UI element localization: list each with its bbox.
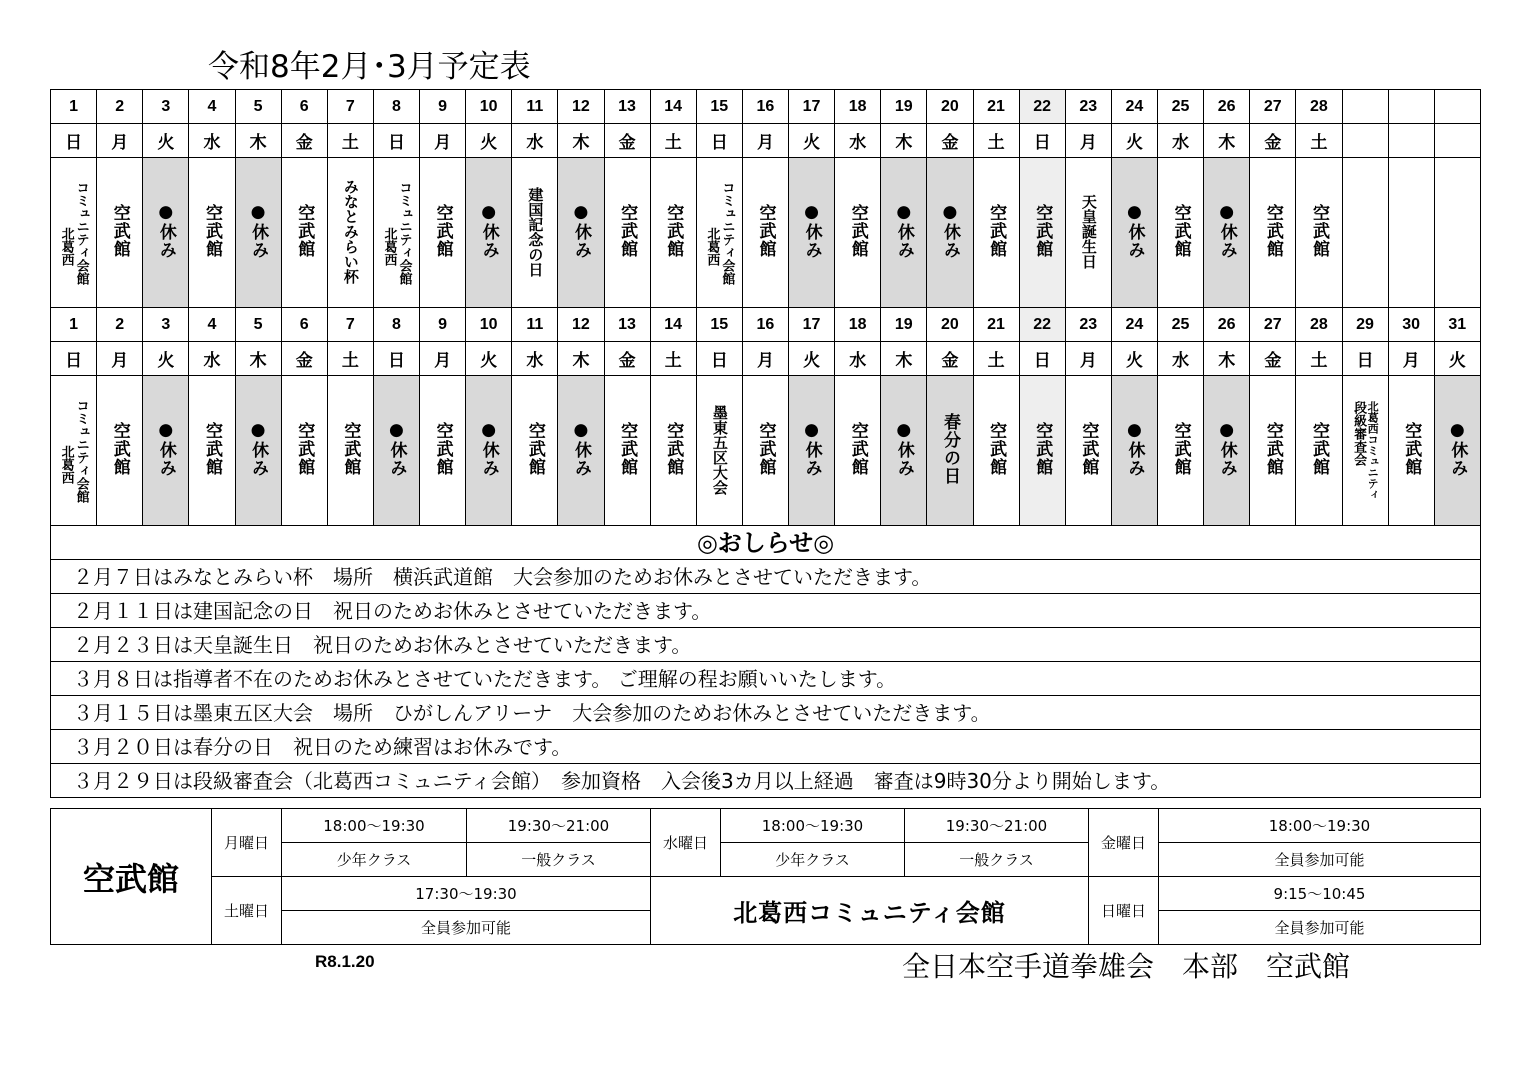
event-cell [604, 158, 650, 308]
weekday-cell: 月 [1388, 342, 1434, 376]
event-cell [97, 376, 143, 526]
event-cell [835, 376, 881, 526]
date-cell: 8 [373, 308, 419, 342]
event-cell [1342, 158, 1388, 308]
event-text: 北葛西 [58, 444, 74, 484]
weekday-cell: 月 [1065, 342, 1111, 376]
event-text: 空武館 [1262, 421, 1283, 476]
weekday-cell: 火 [143, 124, 189, 158]
event-text: ●休み [155, 420, 176, 477]
date-cell: 22 [1019, 308, 1065, 342]
date-cell: 2 [97, 308, 143, 342]
date-cell: 27 [1250, 308, 1296, 342]
weekday-cell: 金 [1250, 342, 1296, 376]
weekday-cell: 木 [881, 124, 927, 158]
event-cell [1388, 376, 1434, 526]
date-cell: 5 [235, 90, 281, 124]
date-cell: 30 [1388, 308, 1434, 342]
monday-time-2: 19:30～21:00 [467, 809, 651, 843]
notice-line: ３月８日は指導者不在のためお休みとさせていただきます。 ご理解の程お願いいたします。 [51, 662, 1481, 696]
date-cell: 28 [1296, 90, 1342, 124]
event-cell [742, 158, 788, 308]
saturday-label: 土曜日 [212, 877, 282, 945]
event-cell [1019, 158, 1065, 308]
weekday-cell: 土 [1296, 342, 1342, 376]
notice-line: ２月１１日は建国記念の日 祝日のためお休みとさせていただきます。 [51, 594, 1481, 628]
event-text: ●休み [1124, 202, 1145, 259]
event-cell [1250, 376, 1296, 526]
schedule-table [50, 89, 1481, 798]
weekday-cell: 日 [1342, 342, 1388, 376]
event-text: コミュニティ会館 [73, 180, 89, 285]
event-text: 空武館 [663, 421, 684, 476]
event-cell [327, 376, 373, 526]
event-text: 北葛西コミュニティ [1366, 401, 1380, 500]
weekday-cell: 火 [789, 124, 835, 158]
event-text: 空武館 [663, 203, 684, 258]
event-cell [1250, 158, 1296, 308]
dojo-kitakasai-name: 北葛西コミュニティ会館 [651, 877, 1089, 945]
february-events-row [51, 158, 1481, 308]
event-text: 空武館 [109, 203, 130, 258]
date-cell: 19 [881, 90, 927, 124]
weekday-cell: 水 [189, 342, 235, 376]
weekday-cell: 火 [466, 124, 512, 158]
weekday-cell [1434, 124, 1480, 158]
monday-class-1: 少年クラス [282, 843, 467, 877]
event-cell [696, 158, 742, 308]
dojo-kubukan-name: 空武館 [51, 809, 212, 945]
notice-line: ３月２０日は春分の日 祝日のため練習はお休みです。 [51, 730, 1481, 764]
saturday-time: 17:30～19:30 [282, 877, 651, 911]
date-cell: 14 [650, 90, 696, 124]
weekday-cell: 日 [51, 124, 97, 158]
sunday-label: 日曜日 [1089, 877, 1159, 945]
event-text: 空武館 [524, 421, 545, 476]
wednesday-class-2: 一般クラス [905, 843, 1089, 877]
event-text: ●休み [1216, 202, 1237, 259]
event-text: 空武館 [755, 421, 776, 476]
weekday-cell: 月 [420, 342, 466, 376]
date-cell: 13 [604, 308, 650, 342]
event-text: ●休み [1447, 420, 1468, 477]
date-cell: 25 [1158, 90, 1204, 124]
weekday-cell: 日 [1019, 124, 1065, 158]
event-text: ●休み [893, 420, 914, 477]
february-dates-row [51, 90, 1481, 124]
date-cell: 16 [742, 308, 788, 342]
notice-title: ◎おしらせ◎ [51, 526, 1481, 560]
date-cell: 4 [189, 308, 235, 342]
event-text: 空武館 [1078, 421, 1099, 476]
weekday-cell: 木 [235, 124, 281, 158]
date-cell [1434, 90, 1480, 124]
monday-class-2: 一般クラス [467, 843, 651, 877]
date-cell: 25 [1158, 308, 1204, 342]
event-cell [189, 158, 235, 308]
event-cell [1388, 158, 1434, 308]
notice-line: ３月２９日は段級審査会（北葛西コミュニティ会館） 参加資格 入会後3カ月以上経過 審査は9時30分より開始します。 [51, 764, 1481, 798]
notice-line: ３月１５日は墨東五区大会 場所 ひがしんアリーナ 大会参加のためお休みとさせていただきます。 [51, 696, 1481, 730]
event-cell [51, 376, 97, 526]
date-cell: 24 [1111, 308, 1157, 342]
event-text: コミュニティ会館 [719, 180, 735, 285]
date-cell: 10 [466, 90, 512, 124]
weekday-cell: 土 [650, 124, 696, 158]
weekday-cell: 日 [51, 342, 97, 376]
date-cell: 23 [1065, 308, 1111, 342]
event-text: ●休み [386, 420, 407, 477]
weekday-cell: 火 [1111, 342, 1157, 376]
event-text: 空武館 [432, 203, 453, 258]
event-text: 空武館 [432, 421, 453, 476]
event-cell [604, 376, 650, 526]
weekday-cell: 月 [97, 124, 143, 158]
weekday-cell: 火 [1434, 342, 1480, 376]
event-cell [281, 158, 327, 308]
event-cell [650, 376, 696, 526]
event-cell [789, 158, 835, 308]
event-text: コミュニティ会館 [73, 398, 89, 503]
date-cell: 23 [1065, 90, 1111, 124]
date-cell: 20 [927, 90, 973, 124]
event-cell [696, 376, 742, 526]
weekday-cell: 水 [189, 124, 235, 158]
page-title: 令和8年2月･3月予定表 [208, 49, 531, 85]
event-cell [1204, 376, 1250, 526]
date-cell: 29 [1342, 308, 1388, 342]
event-cell [512, 158, 558, 308]
event-cell [466, 376, 512, 526]
event-text: コミュニティ会館 [396, 180, 412, 285]
weekday-cell: 水 [835, 342, 881, 376]
event-cell [973, 158, 1019, 308]
weekday-cell: 金 [604, 342, 650, 376]
wednesday-class-1: 少年クラス [721, 843, 905, 877]
event-cell [1434, 376, 1480, 526]
date-cell: 15 [696, 90, 742, 124]
event-text: 建国記念の日 [526, 186, 545, 277]
date-cell: 21 [973, 308, 1019, 342]
weekday-cell: 金 [927, 342, 973, 376]
event-cell [1296, 158, 1342, 308]
event-cell [1111, 158, 1157, 308]
event-cell [512, 376, 558, 526]
date-cell: 8 [373, 90, 419, 124]
date-cell: 3 [143, 308, 189, 342]
event-text: ●休み [801, 202, 822, 259]
date-cell: 6 [281, 308, 327, 342]
event-cell [420, 376, 466, 526]
event-cell [235, 376, 281, 526]
event-text: 空武館 [109, 421, 130, 476]
event-text: ●休み [248, 202, 269, 259]
date-cell: 10 [466, 308, 512, 342]
issue-date: R8.1.20 [315, 952, 375, 971]
event-cell [189, 376, 235, 526]
date-cell: 18 [835, 308, 881, 342]
event-text: ●休み [155, 202, 176, 259]
weekday-cell: 火 [466, 342, 512, 376]
weekday-cell: 月 [742, 124, 788, 158]
organization-name: 全日本空手道拳雄会 本部 空武館 [902, 950, 1351, 983]
date-cell: 2 [97, 90, 143, 124]
date-cell: 21 [973, 90, 1019, 124]
friday-label: 金曜日 [1089, 809, 1159, 877]
date-cell: 28 [1296, 308, 1342, 342]
date-cell: 20 [927, 308, 973, 342]
event-cell [373, 376, 419, 526]
weekday-cell: 火 [789, 342, 835, 376]
weekday-cell: 木 [558, 342, 604, 376]
march-weekdays-row [51, 342, 1481, 376]
event-cell [1204, 158, 1250, 308]
notice-line: ２月７日はみなとみらい杯 場所 横浜武道館 大会参加のためお休みとさせていただきます。 [51, 560, 1481, 594]
weekday-cell: 金 [927, 124, 973, 158]
weekday-cell: 金 [604, 124, 650, 158]
event-cell [650, 158, 696, 308]
event-text: ●休み [248, 420, 269, 477]
weekday-cell: 木 [1204, 124, 1250, 158]
weekday-cell: 日 [696, 124, 742, 158]
event-cell [835, 158, 881, 308]
march-dates-row [51, 308, 1481, 342]
event-cell [1296, 376, 1342, 526]
event-text: 空武館 [986, 421, 1007, 476]
date-cell: 7 [327, 308, 373, 342]
date-cell: 24 [1111, 90, 1157, 124]
event-cell [1434, 158, 1480, 308]
event-text: みなとみらい杯 [341, 179, 360, 284]
event-cell [235, 158, 281, 308]
weekday-cell: 土 [973, 342, 1019, 376]
notice-line: ２月２３日は天皇誕生日 祝日のためお休みとさせていただきます。 [51, 628, 1481, 662]
date-cell: 11 [512, 90, 558, 124]
date-cell: 1 [51, 308, 97, 342]
event-cell [742, 376, 788, 526]
event-text: ●休み [939, 202, 960, 259]
practice-hours-table [50, 808, 1481, 945]
event-text: ●休み [801, 420, 822, 477]
event-cell [1065, 376, 1111, 526]
date-cell: 5 [235, 308, 281, 342]
date-cell: 11 [512, 308, 558, 342]
event-cell [789, 376, 835, 526]
sunday-time: 9:15～10:45 [1159, 877, 1481, 911]
event-text: 空武館 [201, 203, 222, 258]
weekday-cell: 日 [1019, 342, 1065, 376]
event-text: 天皇誕生日 [1079, 194, 1098, 269]
event-cell [558, 158, 604, 308]
date-cell: 13 [604, 90, 650, 124]
event-cell [51, 158, 97, 308]
event-cell [927, 376, 973, 526]
event-cell [881, 376, 927, 526]
date-cell: 16 [742, 90, 788, 124]
date-cell: 6 [281, 90, 327, 124]
event-text: 空武館 [1170, 421, 1191, 476]
date-cell: 31 [1434, 308, 1480, 342]
date-cell: 3 [143, 90, 189, 124]
event-cell [1158, 376, 1204, 526]
friday-time: 18:00～19:30 [1159, 809, 1481, 843]
event-text: 空武館 [201, 421, 222, 476]
event-cell [281, 376, 327, 526]
weekday-cell: 水 [512, 342, 558, 376]
weekday-cell: 月 [97, 342, 143, 376]
february-weekdays-row [51, 124, 1481, 158]
weekday-cell: 水 [512, 124, 558, 158]
event-text: 北葛西 [381, 226, 397, 266]
event-text: 墨東五区大会 [710, 404, 729, 495]
event-text: 空武館 [1032, 203, 1053, 258]
weekday-cell: 土 [1296, 124, 1342, 158]
friday-class: 全員参加可能 [1159, 843, 1481, 877]
sunday-class: 全員参加可能 [1159, 911, 1481, 945]
event-text: 空武館 [1170, 203, 1191, 258]
event-text: 空武館 [986, 203, 1007, 258]
weekday-cell: 木 [881, 342, 927, 376]
event-cell [1342, 376, 1388, 526]
date-cell: 9 [420, 308, 466, 342]
event-text: 空武館 [755, 203, 776, 258]
event-cell [143, 158, 189, 308]
date-cell: 17 [789, 308, 835, 342]
date-cell: 12 [558, 308, 604, 342]
date-cell: 14 [650, 308, 696, 342]
event-text: 空武館 [1308, 421, 1329, 476]
event-text: 空武館 [1401, 421, 1422, 476]
date-cell [1342, 90, 1388, 124]
weekday-cell: 金 [1250, 124, 1296, 158]
event-text: 空武館 [1308, 203, 1329, 258]
wednesday-label: 水曜日 [651, 809, 721, 877]
weekday-cell: 土 [650, 342, 696, 376]
event-cell [143, 376, 189, 526]
monday-time-1: 18:00～19:30 [282, 809, 467, 843]
weekday-cell: 日 [373, 342, 419, 376]
weekday-cell: 土 [973, 124, 1019, 158]
event-text: 空武館 [617, 203, 638, 258]
weekday-cell: 水 [1158, 342, 1204, 376]
event-text: 空武館 [294, 421, 315, 476]
event-text: 北葛西 [704, 226, 720, 266]
event-cell [327, 158, 373, 308]
event-text: ●休み [478, 420, 499, 477]
event-cell [420, 158, 466, 308]
event-text: ●休み [570, 202, 591, 259]
date-cell: 18 [835, 90, 881, 124]
event-text: 空武館 [340, 421, 361, 476]
weekday-cell: 土 [327, 124, 373, 158]
date-cell: 4 [189, 90, 235, 124]
weekday-cell [1388, 124, 1434, 158]
date-cell [1388, 90, 1434, 124]
weekday-cell: 金 [281, 124, 327, 158]
weekday-cell: 月 [1065, 124, 1111, 158]
date-cell: 1 [51, 90, 97, 124]
event-cell [373, 158, 419, 308]
event-text: ●休み [570, 420, 591, 477]
event-text: 空武館 [294, 203, 315, 258]
event-text: 北葛西 [58, 226, 74, 266]
weekday-cell: 土 [327, 342, 373, 376]
march-events-row [51, 376, 1481, 526]
weekday-cell: 木 [1204, 342, 1250, 376]
event-cell [97, 158, 143, 308]
event-cell [1019, 376, 1065, 526]
weekday-cell: 日 [696, 342, 742, 376]
event-text: 空武館 [1262, 203, 1283, 258]
weekday-cell: 木 [235, 342, 281, 376]
event-text: 空武館 [617, 421, 638, 476]
weekday-cell: 火 [1111, 124, 1157, 158]
date-cell: 26 [1204, 308, 1250, 342]
weekday-cell: 木 [558, 124, 604, 158]
event-text: 段級審査会 [1351, 401, 1367, 466]
weekday-cell: 火 [143, 342, 189, 376]
date-cell: 7 [327, 90, 373, 124]
date-cell: 17 [789, 90, 835, 124]
weekday-cell: 水 [1158, 124, 1204, 158]
weekday-cell: 月 [742, 342, 788, 376]
weekday-cell: 金 [281, 342, 327, 376]
date-cell: 26 [1204, 90, 1250, 124]
event-cell [1158, 158, 1204, 308]
event-cell [881, 158, 927, 308]
date-cell: 27 [1250, 90, 1296, 124]
event-cell [973, 376, 1019, 526]
saturday-class: 全員参加可能 [282, 911, 651, 945]
event-cell [927, 158, 973, 308]
event-cell [466, 158, 512, 308]
weekday-cell: 日 [373, 124, 419, 158]
weekday-cell [1342, 124, 1388, 158]
weekday-cell: 月 [420, 124, 466, 158]
event-text: ●休み [893, 202, 914, 259]
event-text: ●休み [1216, 420, 1237, 477]
date-cell: 15 [696, 308, 742, 342]
event-cell [1065, 158, 1111, 308]
monday-label: 月曜日 [212, 809, 282, 877]
event-text: ●休み [478, 202, 499, 259]
event-text: 空武館 [847, 421, 868, 476]
date-cell: 9 [420, 90, 466, 124]
event-text: 空武館 [1032, 421, 1053, 476]
date-cell: 19 [881, 308, 927, 342]
event-cell [1111, 376, 1157, 526]
event-text: ●休み [1124, 420, 1145, 477]
weekday-cell: 水 [835, 124, 881, 158]
event-cell [558, 376, 604, 526]
date-cell: 22 [1019, 90, 1065, 124]
wednesday-time-2: 19:30～21:00 [905, 809, 1089, 843]
wednesday-time-1: 18:00～19:30 [721, 809, 905, 843]
date-cell: 12 [558, 90, 604, 124]
event-text: 空武館 [847, 203, 868, 258]
event-text: 春分の日 [939, 412, 960, 485]
